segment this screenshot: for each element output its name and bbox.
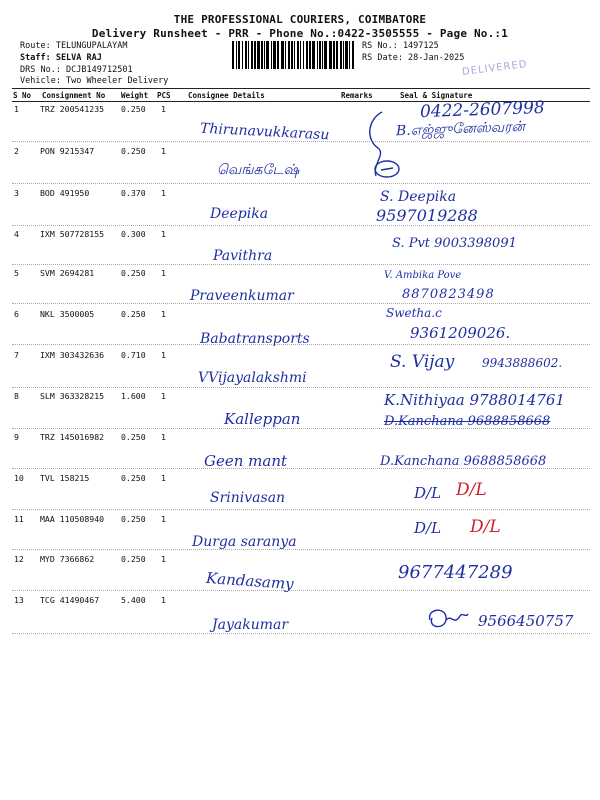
drs-number: DRS No.: DCJB149712501: [20, 65, 133, 75]
barcode-icon: [232, 41, 354, 69]
row-consignment: IXM 507728155: [40, 229, 105, 239]
row-consignee-handwriting: VVijayalakshmi: [198, 370, 307, 386]
row-weight: 0.300: [121, 229, 146, 239]
row-signature-2: 8870823498: [402, 287, 495, 302]
row-weight: 0.250: [121, 432, 146, 442]
row-consignment: SVM 2694281: [40, 268, 95, 278]
row-pcs: 1: [161, 104, 166, 114]
row-signature-2: D/L: [470, 517, 501, 537]
row-consignment: IXM 303432636: [40, 350, 105, 360]
row-sno: 12: [14, 554, 24, 564]
row-signature: 9677447289: [398, 562, 513, 583]
row-consignee-handwriting: Durga saranya: [192, 534, 297, 550]
runsheet-subtitle: Delivery Runsheet - PRR - Phone No.:0422-3505555 - Page No.:1: [91, 27, 509, 40]
row-weight: 0.250: [121, 268, 146, 278]
row-signature-2: 9597019288: [376, 206, 478, 225]
row-consignee-handwriting: Jayakumar: [212, 617, 289, 633]
row-pcs: 1: [161, 432, 166, 442]
row-separator: [12, 303, 590, 304]
row-sno: 6: [14, 309, 19, 319]
row-separator: [12, 468, 590, 469]
row-separator: [12, 183, 590, 184]
company-title: THE PROFESSIONAL COURIERS, COIMBATORE: [173, 13, 427, 26]
row-signature: S. Vijay: [390, 352, 455, 372]
route-label: Route: TELUNGUPALAYAM: [20, 41, 128, 51]
row-sno: 4: [14, 229, 19, 239]
row-consignee-handwriting: Srinivasan: [210, 490, 286, 506]
row-pcs: 1: [161, 146, 166, 156]
row-consignee-handwriting: Pavithra: [213, 248, 273, 264]
row-pcs: 1: [161, 268, 166, 278]
row-separator: [12, 225, 590, 226]
row-sno: 3: [14, 188, 19, 198]
col-header-consignment: Consignment No: [42, 91, 106, 100]
col-header-signature: Seal & Signature: [400, 91, 473, 100]
row-separator: [12, 387, 590, 388]
col-header-weight: Weight: [121, 91, 149, 100]
row-separator: [12, 633, 590, 634]
row-sno: 11: [14, 514, 24, 524]
row-weight: 0.710: [121, 350, 146, 360]
row-consignment: TVL 158215: [40, 473, 90, 483]
row-signature: 9566450757: [478, 612, 574, 630]
row-consignment: MAA 110508940: [40, 514, 105, 524]
row-sno: 2: [14, 146, 19, 156]
rs-date: RS Date: 28-Jan-2025: [362, 53, 465, 63]
row-consignee-handwriting: Thirunavukkarasu: [199, 120, 330, 144]
col-header-sno: S No: [13, 91, 32, 100]
row-consignment: SLM 363328215: [40, 391, 105, 401]
row-signature-2: 9943888602.: [482, 356, 563, 370]
row-consignee-handwriting: Kalleppan: [224, 410, 301, 428]
row-consignee-handwriting: Kandasamy: [205, 568, 295, 594]
row-pcs: 1: [161, 309, 166, 319]
row-signature-2: 9361209026.: [410, 324, 511, 342]
row-separator: [12, 590, 590, 591]
row-signature-2: D.Kanchana 9688858668: [384, 414, 551, 429]
col-header-remarks: Remarks: [341, 91, 373, 100]
header-top-rule: [12, 88, 590, 89]
row-weight: 0.250: [121, 104, 146, 114]
row-signature: S. Pvt 9003398091: [392, 236, 517, 251]
row-sno: 13: [14, 595, 24, 605]
row-weight: 0.250: [121, 473, 146, 483]
row-weight: 5.400: [121, 595, 146, 605]
signature-scribble-icon: [424, 604, 470, 634]
row-consignment: PON 9215347: [40, 146, 95, 156]
row-pcs: 1: [161, 350, 166, 360]
row-sno: 1: [14, 104, 19, 114]
row-signature: Swetha.c: [386, 306, 442, 320]
row-consignment: TRZ 145016982: [40, 432, 105, 442]
row-consignment: MYD 7366862: [40, 554, 95, 564]
row-consignee-handwriting: Deepika: [210, 206, 269, 222]
row-weight: 0.250: [121, 309, 146, 319]
row-signature-2: D/L: [456, 480, 487, 500]
row-signature: D.Kanchana 9688858668: [380, 454, 547, 469]
col-header-consignee: Consignee Details: [188, 91, 265, 100]
row-weight: 1.600: [121, 391, 146, 401]
row-consignment: NKL 3500005: [40, 309, 95, 319]
row-sno: 7: [14, 350, 19, 360]
row-sno: 10: [14, 473, 24, 483]
row-signature-2: B.எஜ்ஜுனேஸ்வரன்: [395, 118, 526, 140]
rs-number: RS No.: 1497125: [362, 41, 439, 51]
row-sno: 5: [14, 268, 19, 278]
row-separator: [12, 141, 590, 142]
row-pcs: 1: [161, 595, 166, 605]
signature-mark-icon: [373, 158, 403, 180]
delivered-stamp: DELIVERED: [461, 59, 529, 78]
row-sno: 9: [14, 432, 19, 442]
row-signature: D/L: [414, 484, 442, 502]
row-consignee-handwriting: வெங்கடேஷ்: [217, 162, 300, 178]
vehicle-label: Vehicle: Two Wheeler Delivery: [20, 76, 169, 86]
row-consignment: TRZ 200541235: [40, 104, 105, 114]
row-pcs: 1: [161, 229, 166, 239]
row-weight: 0.250: [121, 146, 146, 156]
row-weight: 0.370: [121, 188, 146, 198]
row-weight: 0.250: [121, 514, 146, 524]
row-consignee-handwriting: Geen mant: [204, 452, 288, 470]
row-separator: [12, 428, 590, 429]
row-separator: [12, 509, 590, 510]
row-consignee-handwriting: Praveenkumar: [190, 288, 294, 304]
row-signature: S. Deepika: [380, 189, 457, 205]
row-weight: 0.250: [121, 554, 146, 564]
row-signature: K.Nithiyaa 9788014761: [384, 391, 565, 409]
row-sno: 8: [14, 391, 19, 401]
row-separator: [12, 264, 590, 265]
row-signature: D/L: [414, 519, 442, 537]
row-pcs: 1: [161, 391, 166, 401]
row-separator: [12, 344, 590, 345]
row-signature: V. Ambika Pove: [384, 270, 462, 281]
row-consignment: TCG 41490467: [40, 595, 100, 605]
row-consignee-handwriting: Babatransports: [200, 331, 310, 347]
row-consignment: BOD 491950: [40, 188, 90, 198]
row-pcs: 1: [161, 554, 166, 564]
row-pcs: 1: [161, 514, 166, 524]
col-header-pcs: PCS: [157, 91, 171, 100]
row-separator: [12, 549, 590, 550]
staff-label: Staff: SELVA RAJ: [20, 53, 102, 63]
row-pcs: 1: [161, 188, 166, 198]
row-signature: 0422-2607998: [419, 97, 546, 123]
row-pcs: 1: [161, 473, 166, 483]
